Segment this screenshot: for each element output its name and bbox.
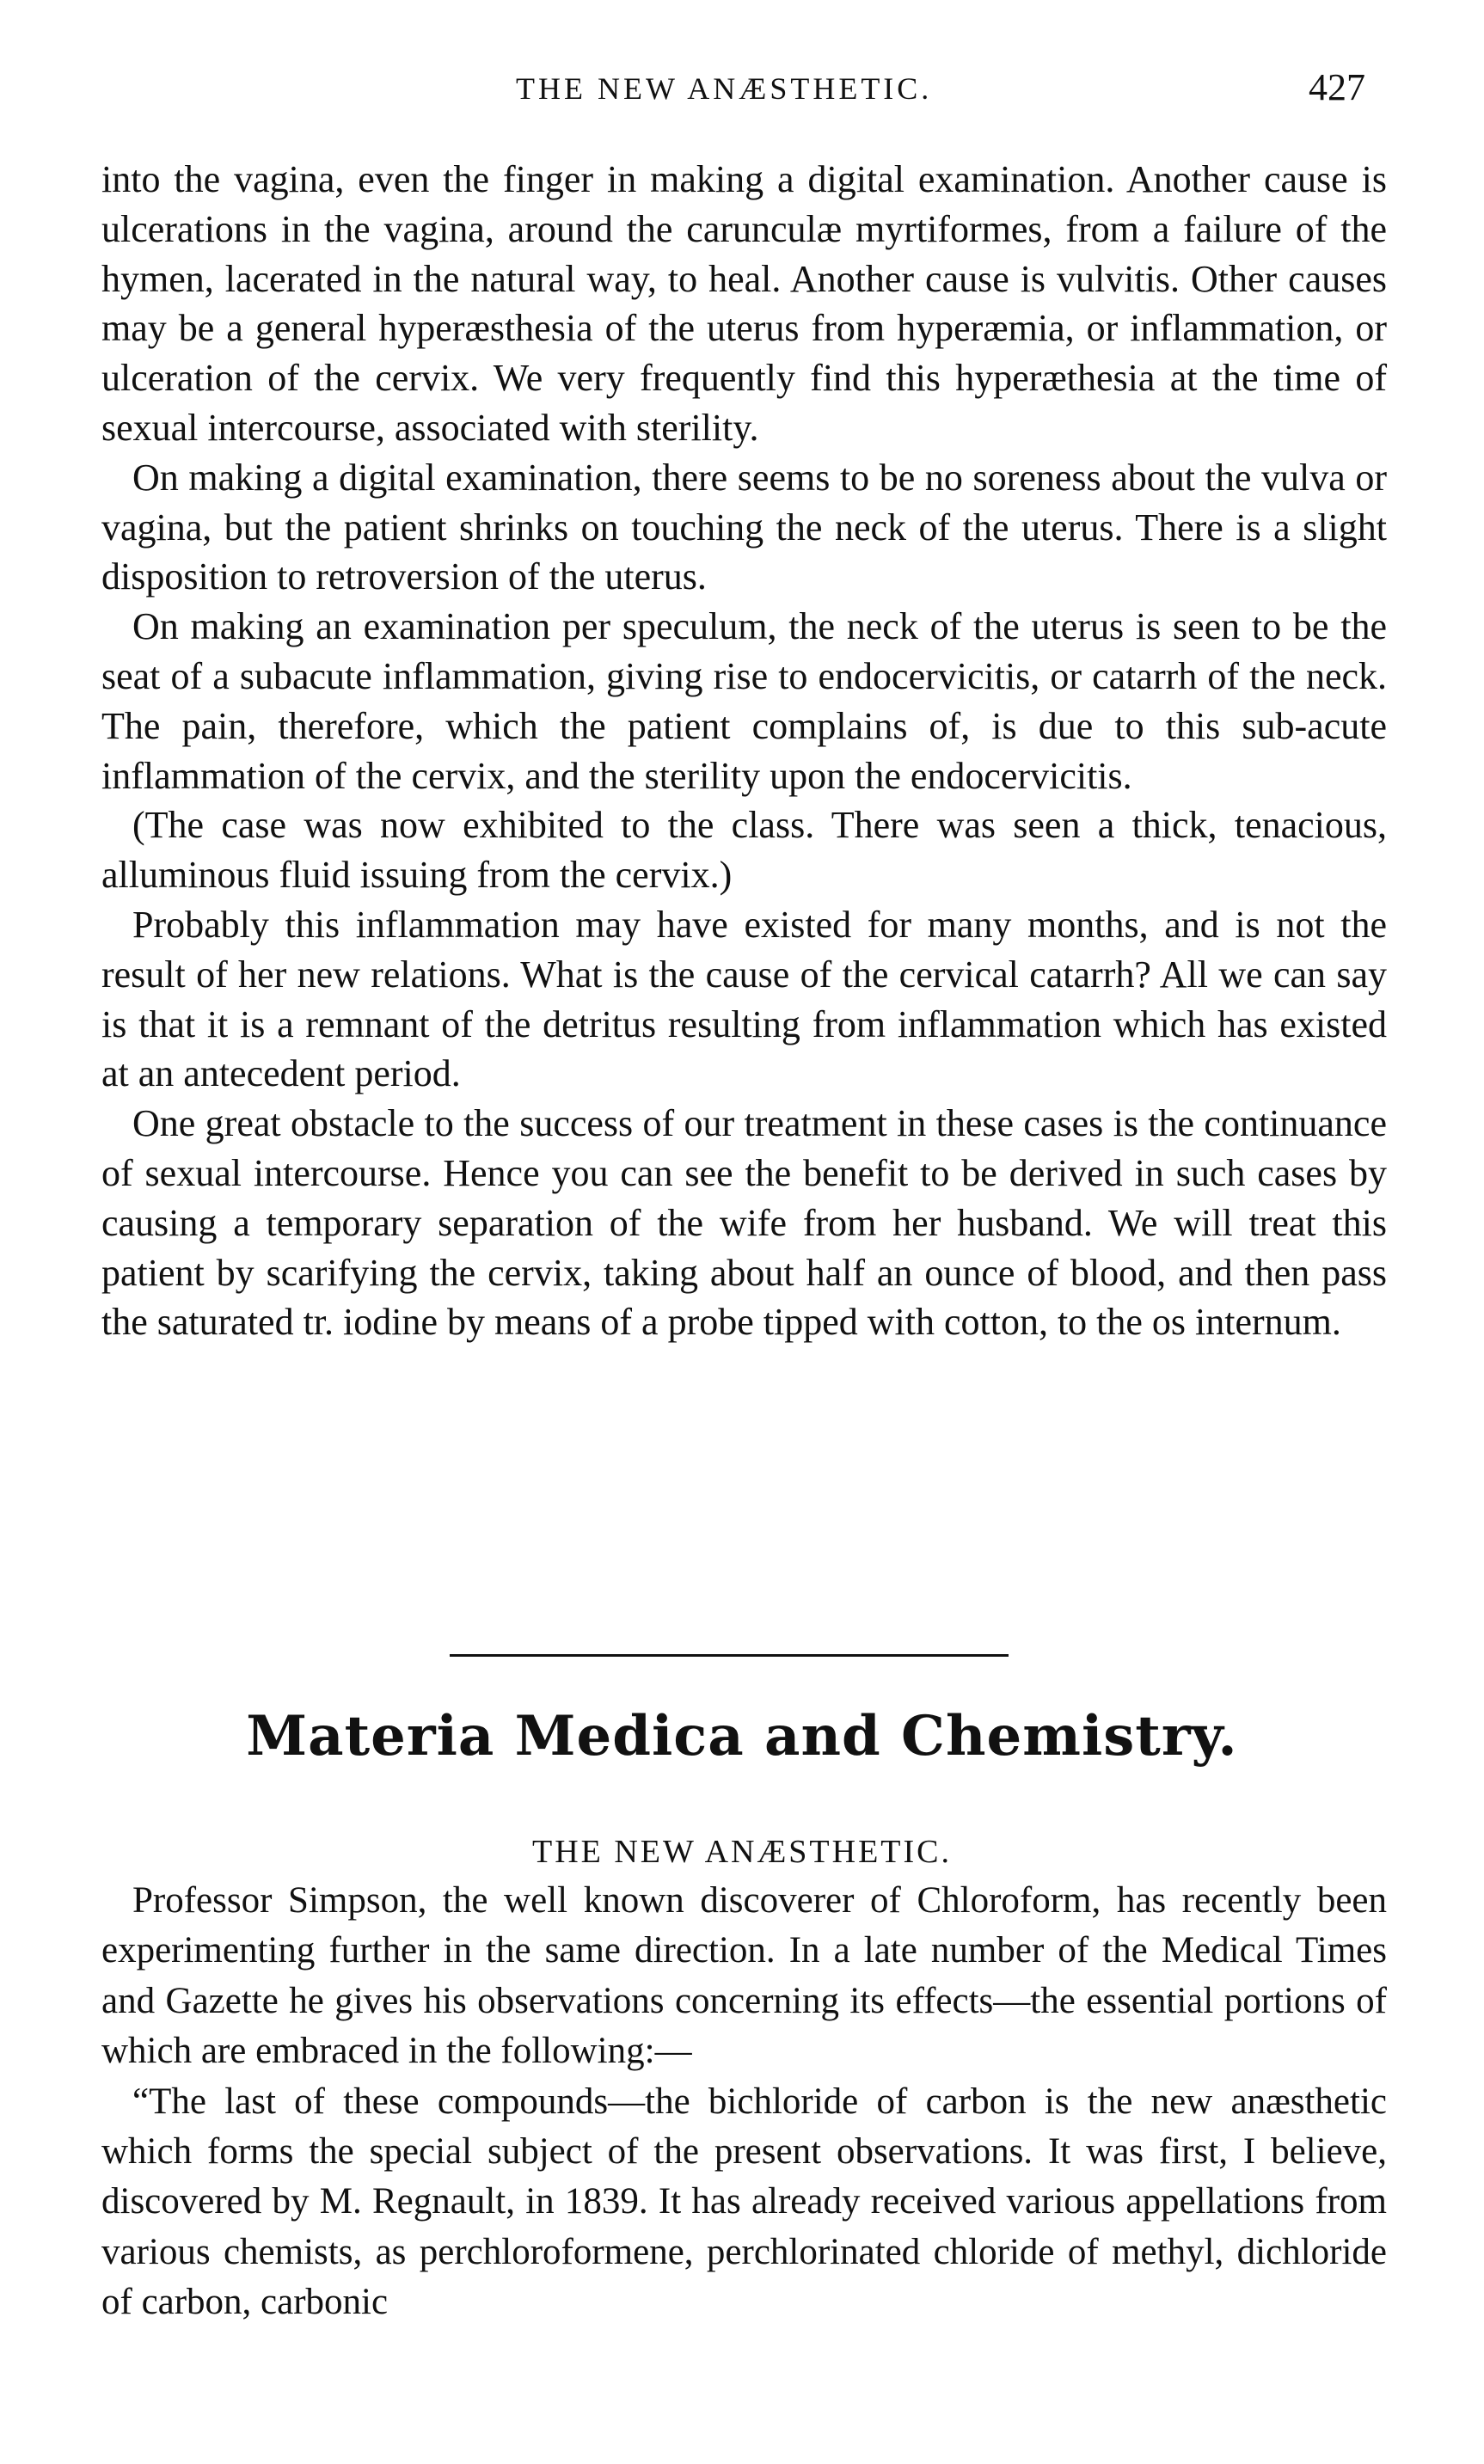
running-title: THE NEW ANÆSTHETIC.	[516, 71, 933, 106]
running-head	[0, 66, 1484, 122]
paragraph: One great obstacle to the success of our treatment in these cases is the continuance of sexual intercourse. Hence you can see the benefit to be derived in such cases by causing a temporary separation of the wife from her husband. We will treat this patient by scarifying the cervix, taking about half an ounce of blood, and then pass the saturated tr. iodine by means of a probe tipped with cotton, to the os internum.	[101, 1102, 1387, 1344]
page-number: 427	[1309, 66, 1365, 108]
article-title: THE NEW ANÆSTHETIC.	[532, 1834, 952, 1870]
paragraph: Professor Simpson, the well known discoverer of Chloroform, has recently been experimenting further in the same direction. In a late number of the Medical Times and Gazette he gives his observations concerning its effects—the essential portions of which are embraced in the following:—	[101, 1880, 1387, 2072]
paragraph: “The last of these compounds—the bichloride of carbon is the new anæsthetic which forms the special subject of the present observations. It was first, I believe, discovered by M. Regnault, in 1839. It has already received various appellations from various chemists, as perchloroformene, perchlorinated chloride of methyl, dichloride of carbon, carbonic	[101, 2081, 1387, 2323]
section-divider	[450, 1654, 1009, 1657]
paragraph: into the vagina, even the finger in making a digital examination. Another cause is ulcerations in the vagina, around the carunculæ myrtiformes, from a failure of the hymen, lacerated in the natural way, to heal. Another cause is vulvitis. Other causes may be a general hyperæsthesia of the uterus from hyperæmia, or inflammation, or ulceration of the cervix. We very frequently find this hyperæthesia at the time of sexual intercourse, associated with sterility.	[101, 158, 1387, 449]
paragraph: On making an examination per speculum, the neck of the uterus is seen to be the seat of a subacute inflammation, giving rise to endocervicitis, or catarrh of the neck. The pain, therefore, which the patient complains of, is due to this sub-acute inflammation of the cervix, and the sterility upon the endocervicitis.	[101, 605, 1387, 797]
paragraph: On making a digital examination, there seems to be no soreness about the vulva or vagina, but the patient shrinks on touching the neck of the uterus. There is a slight disposition to retroversion of the uterus.	[101, 456, 1387, 598]
article-text	[101, 1876, 1387, 2328]
paragraph: (The case was now exhibited to the class. There was seen a thick, tenacious, alluminous fluid issuing from the cervix.)	[101, 804, 1387, 897]
section-heading: Materia Medica and Chemistry.	[246, 1704, 1238, 1768]
paragraph: Probably this inflammation may have existed for many months, and is not the result of her new relations. What is the cause of the cervical catarrh? All we can say is that it is a remnant of the detritus resulting from inflammation which has existed at an antecedent period.	[101, 903, 1387, 1095]
main-text	[101, 155, 1387, 1347]
